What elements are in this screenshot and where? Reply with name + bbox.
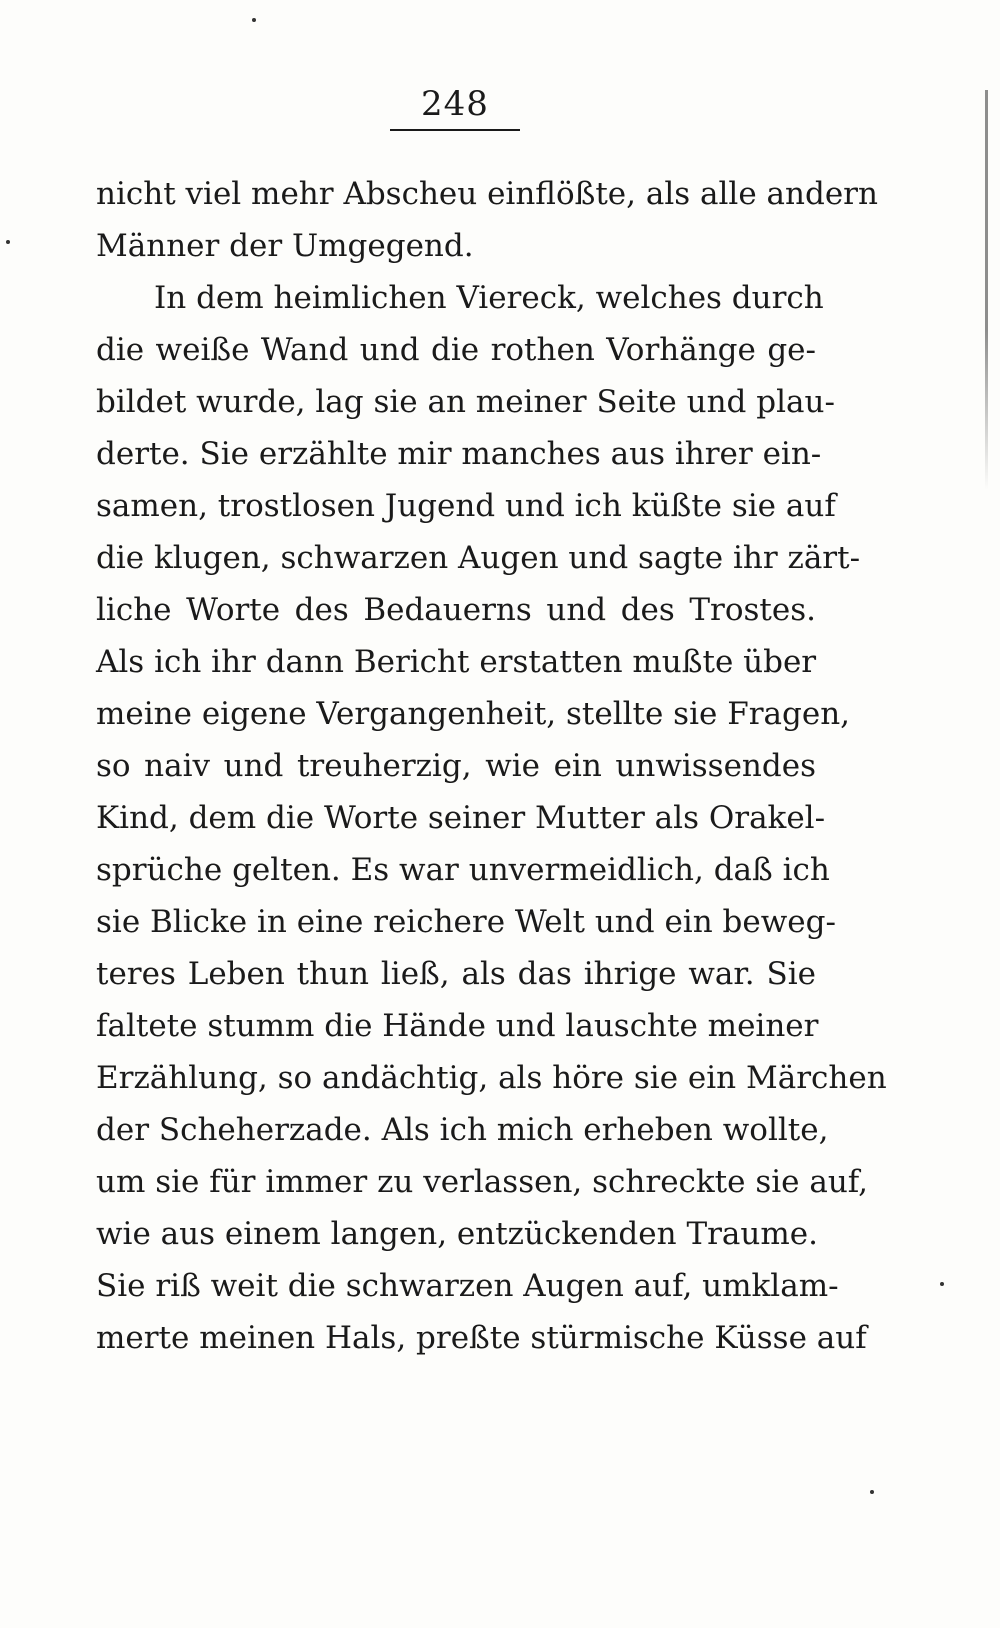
text-line-1: nicht viel mehr Abscheu einflößte, als alle andern (96, 176, 878, 212)
page-number-rule (390, 129, 520, 131)
text-line-15: sie Blicke in eine reichere Welt und ein beweg- (96, 904, 836, 940)
text-line-16: teres Leben thun ließ, als das ihrige war. Sie (96, 956, 816, 992)
text-line-7: samen, trostlosen Jugend und ich küßte sie auf (96, 488, 836, 524)
text-line-21: wie aus einem langen, entzückenden Traume. (96, 1216, 818, 1252)
text-line-2: Männer der Umgegend. (96, 228, 474, 264)
text-line-23: merte meinen Hals, preßte stürmische Küsse auf (96, 1320, 867, 1356)
ink-speck (870, 1490, 874, 1494)
text-line-13: Kind, dem die Worte seiner Mutter als Orakel- (96, 800, 826, 836)
text-line-22: Sie riß weit die schwarzen Augen auf, umklam- (96, 1268, 839, 1304)
text-line-9: liche Worte des Bedauerns und des Trostes. (96, 592, 816, 628)
ink-speck (6, 240, 10, 244)
text-line-5: bildet wurde, lag sie an meiner Seite und plau- (96, 384, 835, 420)
text-line-6: derte. Sie erzählte mir manches aus ihrer ein- (96, 436, 822, 472)
text-line-14: sprüche gelten. Es war unvermeidlich, daß ich (96, 852, 830, 888)
body-text (96, 168, 887, 1364)
text-line-17: faltete stumm die Hände und lauschte meiner (96, 1008, 819, 1044)
text-line-18: Erzählung, so andächtig, als höre sie ein Märchen (96, 1060, 887, 1096)
text-line-19: der Scheherzade. Als ich mich erheben wollte, (96, 1112, 829, 1148)
text-line-12: so naiv und treuherzig, wie ein unwissendes (96, 748, 816, 784)
page-edge-shadow (985, 90, 988, 490)
text-line-11: meine eigene Vergangenheit, stellte sie Fragen, (96, 696, 851, 732)
text-line-3: In dem heimlichen Viereck, welches durch (154, 280, 824, 316)
page-number: 248 (421, 84, 489, 124)
text-line-4: die weiße Wand und die rothen Vorhänge ge- (96, 332, 816, 368)
text-line-10: Als ich ihr dann Bericht erstatten mußte über (96, 644, 817, 680)
text-line-20: um sie für immer zu verlassen, schreckte sie auf, (96, 1164, 869, 1200)
text-line-8: die klugen, schwarzen Augen und sagte ihr zärt- (96, 540, 861, 576)
ink-speck (252, 18, 256, 22)
ink-speck (940, 1282, 944, 1286)
